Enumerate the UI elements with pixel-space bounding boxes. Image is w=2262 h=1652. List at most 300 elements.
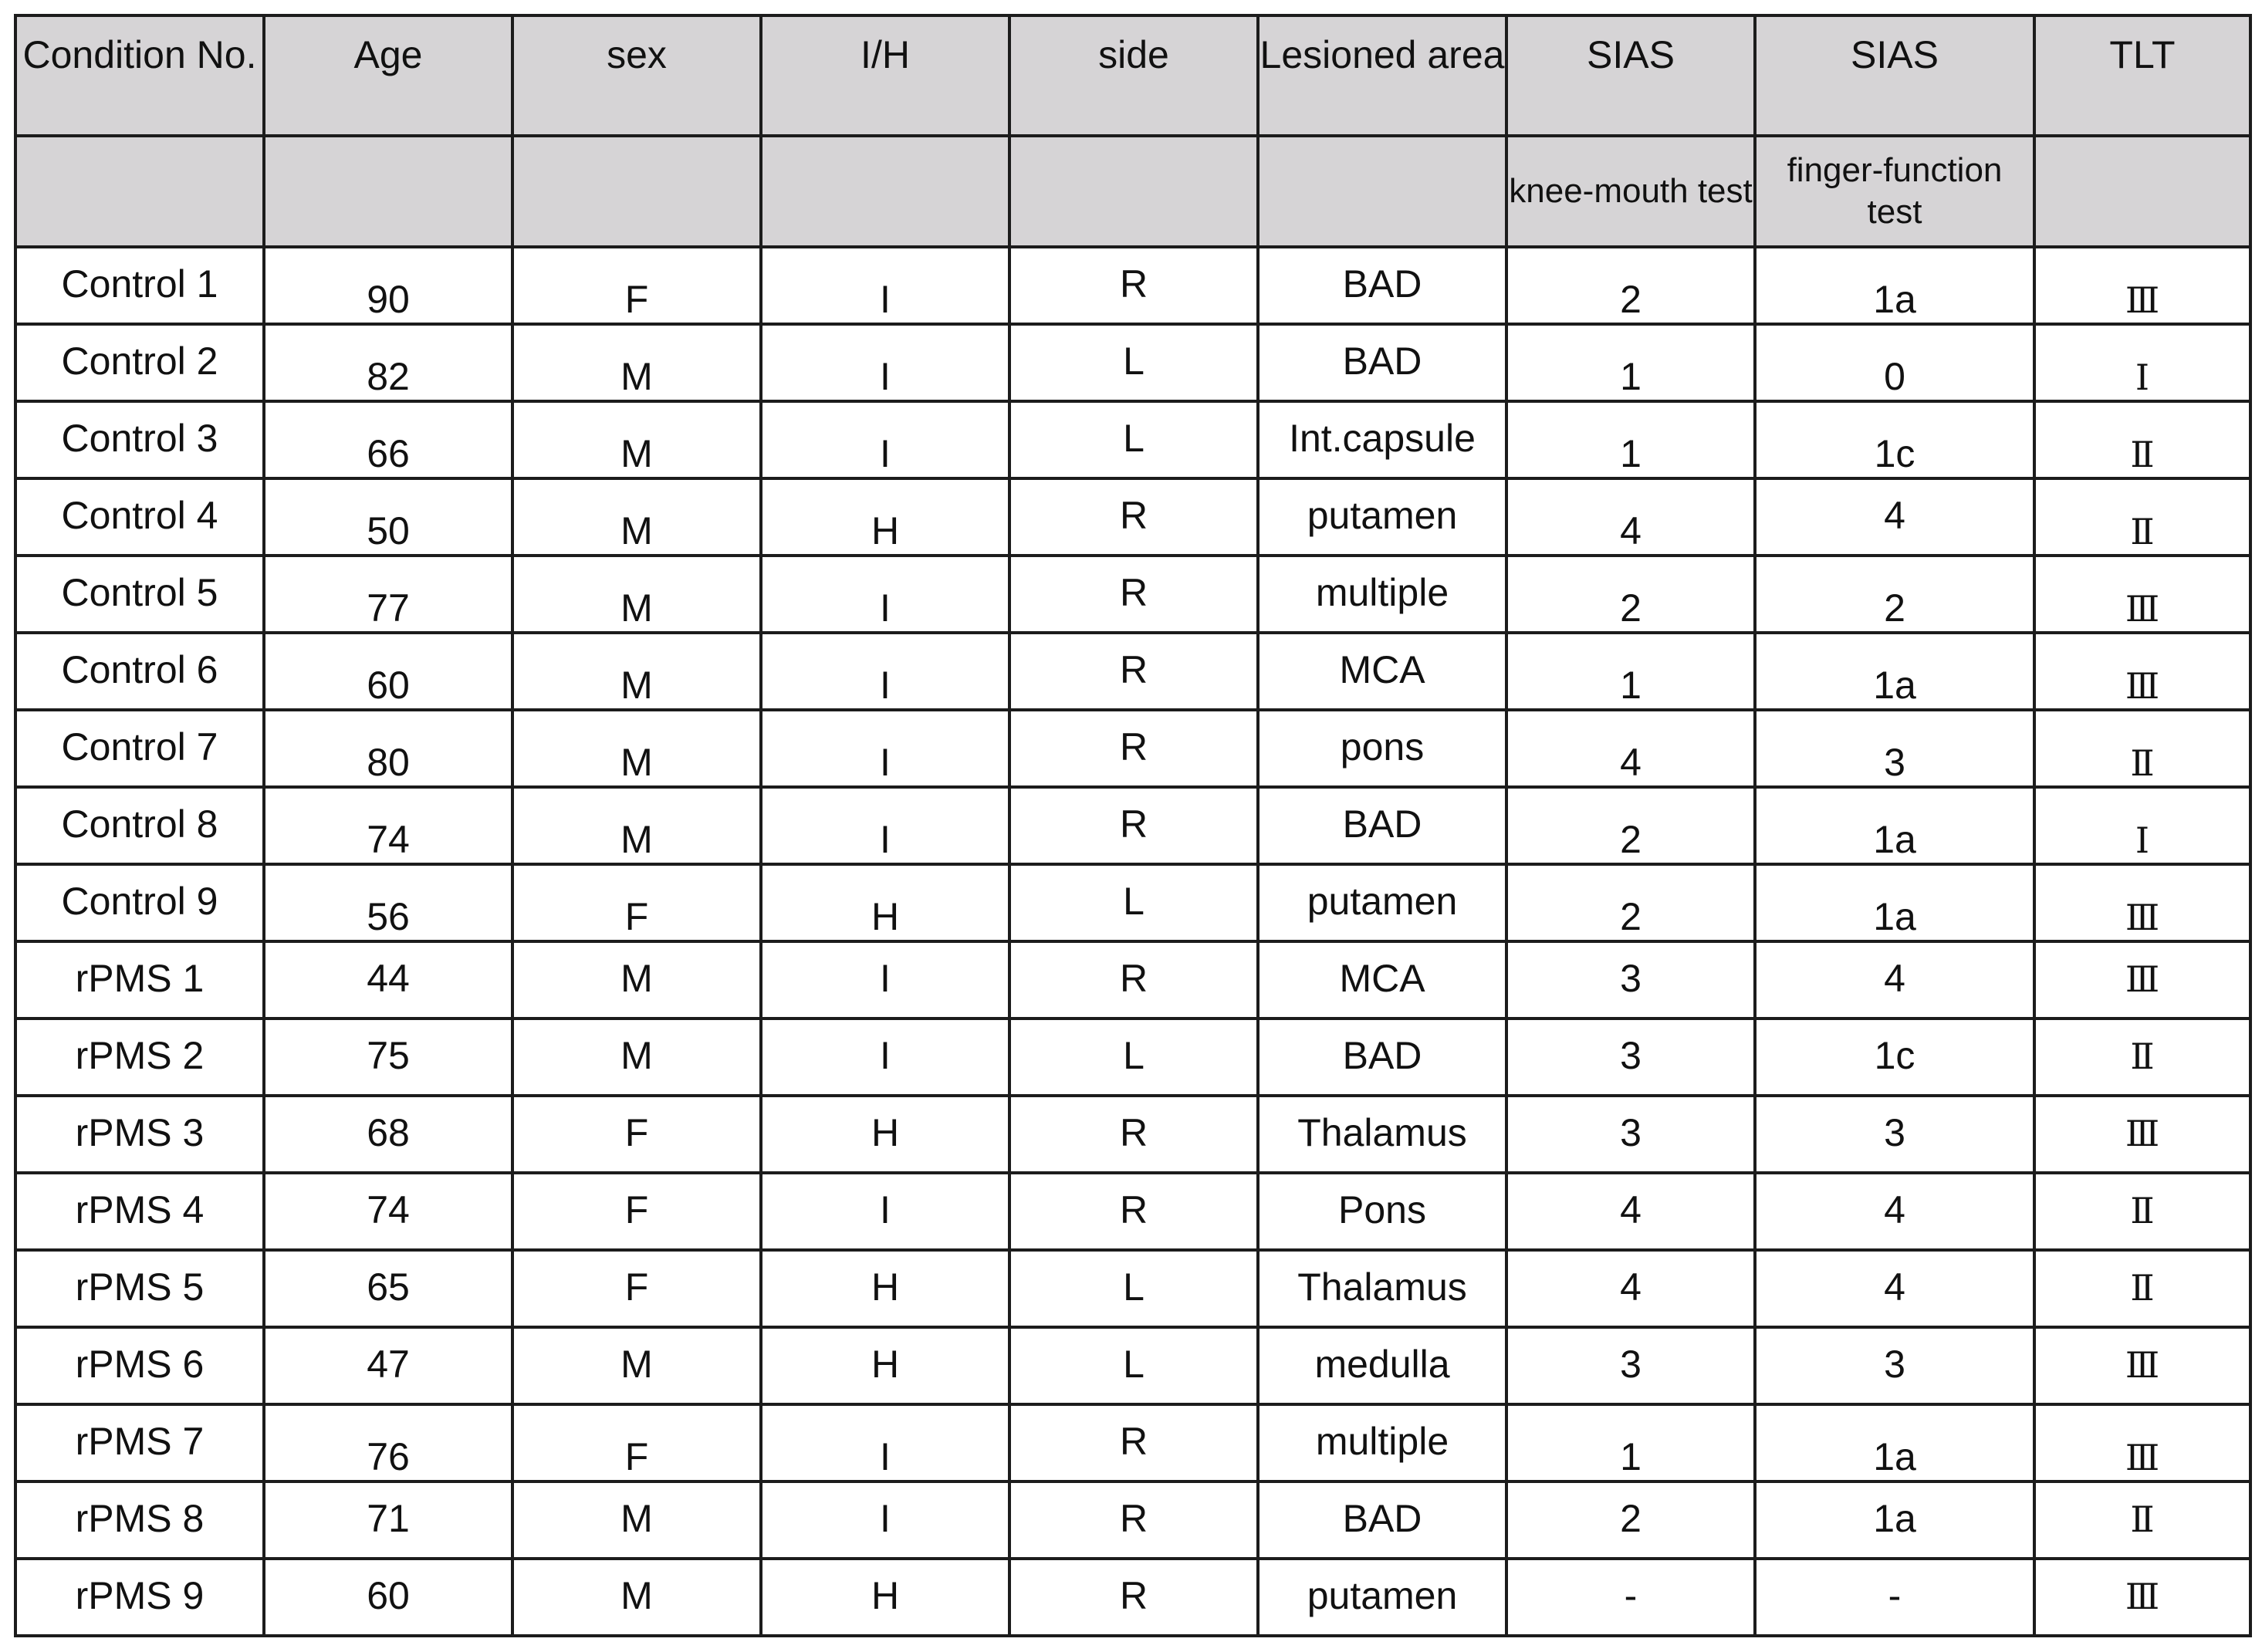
subheader-empty: [512, 136, 761, 247]
cell-sias-knee-mouth-value: 1: [1620, 1435, 1642, 1478]
cell-ih-value: I: [880, 586, 891, 630]
cell-lesioned-area: [1258, 556, 1506, 633]
table-row: [15, 401, 2250, 478]
cell-side: [1009, 1173, 1258, 1250]
cell-sias-finger-function-value: 1c: [1874, 1034, 1915, 1077]
cell-side: [1009, 324, 1258, 401]
cell-side-value: R: [1119, 1574, 1148, 1617]
cell-sias-knee-mouth: [1506, 478, 1755, 556]
header-tlt-label: TLT: [2109, 33, 2176, 76]
cell-sex: [512, 633, 761, 710]
table-row: [15, 941, 2250, 1019]
cell-tlt-value: Ⅲ: [2125, 1436, 2160, 1478]
cell-tlt: [2034, 1019, 2250, 1096]
cell-condition: [15, 247, 264, 324]
cell-lesioned-area: [1258, 1404, 1506, 1481]
cell-ih-value: I: [880, 278, 891, 321]
cell-sex-value: M: [620, 432, 653, 475]
header-sias-knee: [1506, 15, 1755, 136]
cell-condition-value: rPMS 7: [75, 1420, 205, 1463]
cell-age-value: 80: [367, 741, 410, 784]
cell-lesioned-area-value: putamen: [1307, 1574, 1458, 1617]
cell-lesioned-area-value: Thalamus: [1297, 1111, 1467, 1154]
cell-side: [1009, 556, 1258, 633]
cell-condition-value: Control 3: [61, 417, 218, 460]
cell-lesioned-area-value: multiple: [1315, 1420, 1449, 1463]
cell-sias-knee-mouth-value: 2: [1620, 818, 1642, 861]
cell-tlt-value: Ⅱ: [2130, 1189, 2155, 1231]
cell-lesioned-area-value: multiple: [1315, 571, 1449, 614]
cell-age-value: 68: [367, 1111, 410, 1154]
cell-tlt: [2034, 247, 2250, 324]
cell-sias-finger-function: [1755, 787, 2034, 864]
cell-condition-value: rPMS 4: [75, 1188, 205, 1231]
cell-lesioned-area-value: BAD: [1342, 340, 1422, 383]
cell-condition-value: Control 4: [61, 494, 218, 537]
cell-lesioned-area-value: pons: [1340, 725, 1425, 769]
cell-side-value: R: [1119, 1188, 1148, 1231]
cell-sias-finger-function: [1755, 1404, 2034, 1481]
cell-tlt: [2034, 941, 2250, 1019]
cell-age: [264, 1481, 512, 1559]
header-sias-finger: [1755, 15, 2034, 136]
cell-condition: [15, 1559, 264, 1636]
cell-side: [1009, 864, 1258, 941]
cell-condition: [15, 1019, 264, 1096]
cell-age-value: 60: [367, 1574, 410, 1617]
cell-sias-finger-function-value: 1c: [1874, 432, 1915, 475]
cell-sex: [512, 941, 761, 1019]
cell-age: [264, 1404, 512, 1481]
cell-ih-value: I: [880, 664, 891, 707]
cell-sex-value: M: [620, 1497, 653, 1540]
cell-sex: [512, 478, 761, 556]
cell-side-value: R: [1119, 725, 1148, 769]
cell-sias-finger-function-value: 4: [1884, 494, 1905, 537]
cell-sias-knee-mouth-value: 3: [1620, 1034, 1642, 1077]
cell-ih-value: I: [880, 818, 891, 861]
subheader-knee-mouth-label: knee-mouth test: [1509, 172, 1753, 210]
cell-tlt-value: Ⅱ: [2130, 1035, 2155, 1077]
cell-ih: [761, 478, 1009, 556]
cell-condition-value: Control 8: [61, 802, 218, 846]
cell-side-value: R: [1119, 1111, 1148, 1154]
cell-condition: [15, 556, 264, 633]
cell-side: [1009, 478, 1258, 556]
cell-sias-finger-function-value: -: [1888, 1574, 1902, 1617]
cell-tlt: [2034, 1481, 2250, 1559]
cell-tlt: [2034, 478, 2250, 556]
cell-side: [1009, 247, 1258, 324]
header-ih: [761, 15, 1009, 136]
cell-lesioned-area: [1258, 941, 1506, 1019]
cell-condition: [15, 1096, 264, 1173]
cell-sias-finger-function-value: 4: [1884, 957, 1905, 1000]
cell-sias-finger-function-value: 1a: [1873, 278, 1916, 321]
table-row: [15, 1481, 2250, 1559]
cell-lesioned-area: [1258, 787, 1506, 864]
cell-sias-knee-mouth: [1506, 247, 1755, 324]
cell-sias-knee-mouth: [1506, 1019, 1755, 1096]
cell-sias-knee-mouth-value: 4: [1620, 741, 1642, 784]
cell-sex-value: F: [624, 1188, 649, 1231]
cell-sex-value: M: [620, 509, 653, 552]
cell-side: [1009, 787, 1258, 864]
cell-lesioned-area: [1258, 401, 1506, 478]
cell-condition-value: Control 5: [61, 571, 218, 614]
cell-ih: [761, 401, 1009, 478]
cell-sias-knee-mouth: [1506, 1327, 1755, 1404]
cell-ih-value: H: [871, 1343, 900, 1386]
cell-side-value: R: [1119, 571, 1148, 614]
cell-lesioned-area: [1258, 710, 1506, 787]
cell-sias-finger-function: [1755, 1559, 2034, 1636]
cell-ih-value: H: [871, 509, 900, 552]
cell-ih: [761, 1096, 1009, 1173]
table-row: [15, 633, 2250, 710]
cell-ih-value: I: [880, 432, 891, 475]
cell-tlt: [2034, 401, 2250, 478]
table-body: [15, 247, 2250, 1636]
cell-sias-finger-function-value: 1a: [1873, 818, 1916, 861]
table-row: [15, 1327, 2250, 1404]
cell-tlt-value: Ⅲ: [2125, 664, 2160, 707]
patient-table-container: [14, 14, 2252, 1637]
table-row: [15, 478, 2250, 556]
cell-side: [1009, 1481, 1258, 1559]
cell-sias-knee-mouth-value: 3: [1620, 1343, 1642, 1386]
cell-lesioned-area: [1258, 1327, 1506, 1404]
cell-tlt: [2034, 324, 2250, 401]
cell-tlt-value: Ⅲ: [2125, 1112, 2160, 1154]
cell-sex: [512, 1327, 761, 1404]
cell-age: [264, 401, 512, 478]
cell-condition-value: rPMS 6: [75, 1343, 205, 1386]
cell-sias-finger-function: [1755, 864, 2034, 941]
cell-side-value: R: [1119, 957, 1148, 1000]
cell-tlt-value: Ⅰ: [2135, 819, 2150, 861]
cell-side-value: L: [1123, 417, 1145, 460]
cell-sias-finger-function-value: 1a: [1873, 895, 1916, 938]
cell-lesioned-area: [1258, 633, 1506, 710]
cell-lesioned-area: [1258, 1559, 1506, 1636]
cell-ih-value: I: [880, 355, 891, 398]
cell-sex: [512, 1559, 761, 1636]
cell-condition-value: rPMS 2: [75, 1034, 205, 1077]
table-row: [15, 1173, 2250, 1250]
cell-sias-finger-function: [1755, 1173, 2034, 1250]
cell-age-value: 90: [367, 278, 410, 321]
cell-age-value: 82: [367, 355, 410, 398]
cell-ih: [761, 324, 1009, 401]
cell-age-value: 74: [367, 818, 410, 861]
cell-ih: [761, 247, 1009, 324]
cell-sias-finger-function-value: 1a: [1873, 664, 1916, 707]
cell-sias-knee-mouth-value: 1: [1620, 664, 1642, 707]
cell-tlt: [2034, 1096, 2250, 1173]
cell-sias-finger-function: [1755, 1481, 2034, 1559]
cell-sias-knee-mouth: [1506, 556, 1755, 633]
cell-sias-knee-mouth-value: 3: [1620, 1111, 1642, 1154]
cell-lesioned-area-value: BAD: [1342, 802, 1422, 846]
table-row: [15, 864, 2250, 941]
cell-sex: [512, 710, 761, 787]
cell-lesioned-area-value: Pons: [1338, 1188, 1426, 1231]
cell-sias-knee-mouth: [1506, 1481, 1755, 1559]
cell-sex-value: M: [620, 1343, 653, 1386]
subheader-knee-mouth-test: [1506, 136, 1755, 247]
cell-side-value: R: [1119, 262, 1148, 306]
cell-sias-knee-mouth-value: 2: [1620, 278, 1642, 321]
cell-sias-knee-mouth-value: 1: [1620, 355, 1642, 398]
header-side-label: side: [1098, 33, 1169, 76]
cell-sias-finger-function-value: 0: [1884, 355, 1905, 398]
cell-side-value: L: [1123, 1343, 1145, 1386]
cell-side-value: R: [1119, 648, 1148, 691]
cell-condition: [15, 401, 264, 478]
cell-side: [1009, 1404, 1258, 1481]
cell-tlt-value: Ⅱ: [2130, 433, 2155, 475]
cell-age: [264, 1173, 512, 1250]
cell-side: [1009, 401, 1258, 478]
header-sias-finger-label: SIAS: [1851, 33, 1939, 76]
cell-condition: [15, 1404, 264, 1481]
cell-lesioned-area-value: Int.capsule: [1289, 417, 1476, 460]
cell-condition-value: rPMS 3: [75, 1111, 205, 1154]
cell-ih-value: H: [871, 1265, 900, 1309]
table-row: [15, 1096, 2250, 1173]
table-row: [15, 247, 2250, 324]
header-sex: [512, 15, 761, 136]
cell-sias-finger-function: [1755, 1250, 2034, 1327]
cell-ih-value: I: [880, 1435, 891, 1478]
cell-sias-finger-function: [1755, 324, 2034, 401]
cell-condition: [15, 633, 264, 710]
subheader-empty: [1258, 136, 1506, 247]
cell-ih: [761, 864, 1009, 941]
cell-sias-knee-mouth: [1506, 1559, 1755, 1636]
subheader-finger-function-label: finger-function test: [1787, 151, 2003, 231]
cell-sias-knee-mouth-value: 4: [1620, 509, 1642, 552]
cell-sias-finger-function-value: 3: [1884, 1111, 1905, 1154]
cell-age: [264, 247, 512, 324]
cell-condition-value: rPMS 5: [75, 1265, 205, 1309]
cell-sias-knee-mouth: [1506, 324, 1755, 401]
cell-lesioned-area-value: BAD: [1342, 262, 1422, 306]
cell-tlt: [2034, 710, 2250, 787]
cell-sex-value: M: [620, 741, 653, 784]
header-age: [264, 15, 512, 136]
cell-age-value: 75: [367, 1034, 410, 1077]
cell-sias-finger-function-value: 3: [1884, 1343, 1905, 1386]
cell-ih: [761, 556, 1009, 633]
subheader-finger-function-test: [1755, 136, 2034, 247]
cell-condition-value: Control 1: [61, 262, 218, 306]
cell-side: [1009, 1559, 1258, 1636]
cell-side-value: L: [1123, 340, 1145, 383]
cell-sias-finger-function: [1755, 1327, 2034, 1404]
cell-ih: [761, 1250, 1009, 1327]
cell-side: [1009, 633, 1258, 710]
cell-sias-knee-mouth: [1506, 941, 1755, 1019]
cell-sias-knee-mouth-value: 2: [1620, 586, 1642, 630]
cell-sias-finger-function-value: 1a: [1873, 1497, 1916, 1540]
cell-condition: [15, 1327, 264, 1404]
cell-condition: [15, 478, 264, 556]
cell-ih-value: I: [880, 1034, 891, 1077]
cell-age-value: 47: [367, 1343, 410, 1386]
cell-tlt: [2034, 1250, 2250, 1327]
cell-tlt-value: Ⅲ: [2125, 896, 2160, 938]
cell-sias-knee-mouth-value: 4: [1620, 1188, 1642, 1231]
cell-tlt-value: Ⅲ: [2125, 1575, 2160, 1617]
cell-age: [264, 324, 512, 401]
cell-age-value: 65: [367, 1265, 410, 1309]
cell-age: [264, 710, 512, 787]
cell-sias-knee-mouth: [1506, 787, 1755, 864]
header-side: [1009, 15, 1258, 136]
cell-ih: [761, 787, 1009, 864]
cell-sias-knee-mouth: [1506, 1173, 1755, 1250]
cell-lesioned-area: [1258, 478, 1506, 556]
cell-sias-finger-function: [1755, 556, 2034, 633]
cell-sex-value: M: [620, 664, 653, 707]
cell-sex: [512, 1173, 761, 1250]
cell-sex-value: F: [624, 1435, 649, 1478]
cell-sex: [512, 247, 761, 324]
cell-sias-knee-mouth: [1506, 633, 1755, 710]
cell-sias-knee-mouth-value: 2: [1620, 895, 1642, 938]
cell-ih: [761, 633, 1009, 710]
cell-side: [1009, 941, 1258, 1019]
subheader-empty: [264, 136, 512, 247]
cell-tlt: [2034, 1173, 2250, 1250]
cell-ih-value: I: [880, 741, 891, 784]
cell-sias-knee-mouth: [1506, 1404, 1755, 1481]
cell-sias-knee-mouth-value: 4: [1620, 1265, 1642, 1309]
cell-age: [264, 478, 512, 556]
cell-condition-value: Control 6: [61, 648, 218, 691]
cell-tlt: [2034, 1404, 2250, 1481]
cell-lesioned-area-value: Thalamus: [1297, 1265, 1467, 1309]
cell-age-value: 76: [367, 1435, 410, 1478]
cell-condition: [15, 1173, 264, 1250]
cell-tlt-value: Ⅰ: [2135, 356, 2150, 398]
cell-sias-finger-function-value: 4: [1884, 1188, 1905, 1231]
cell-lesioned-area: [1258, 1019, 1506, 1096]
cell-lesioned-area-value: medulla: [1314, 1343, 1450, 1386]
cell-sias-knee-mouth-value: 1: [1620, 432, 1642, 475]
cell-lesioned-area-value: BAD: [1342, 1034, 1422, 1077]
cell-sex-value: F: [624, 278, 649, 321]
cell-side-value: R: [1119, 802, 1148, 846]
cell-sex: [512, 864, 761, 941]
cell-condition-value: rPMS 8: [75, 1497, 205, 1540]
cell-lesioned-area: [1258, 1481, 1506, 1559]
header-row-primary: [15, 15, 2250, 136]
cell-sias-finger-function: [1755, 247, 2034, 324]
cell-condition-value: Control 7: [61, 725, 218, 769]
cell-condition-value: rPMS 9: [75, 1574, 205, 1617]
cell-sex: [512, 324, 761, 401]
cell-sias-knee-mouth: [1506, 1250, 1755, 1327]
cell-tlt-value: Ⅲ: [2125, 279, 2160, 321]
table-row: [15, 1559, 2250, 1636]
cell-sias-finger-function: [1755, 1019, 2034, 1096]
cell-condition: [15, 324, 264, 401]
cell-ih: [761, 1559, 1009, 1636]
cell-age-value: 74: [367, 1188, 410, 1231]
cell-age-value: 77: [367, 586, 410, 630]
cell-sias-finger-function-value: 3: [1884, 741, 1905, 784]
cell-condition: [15, 1481, 264, 1559]
cell-tlt: [2034, 787, 2250, 864]
cell-lesioned-area: [1258, 1173, 1506, 1250]
cell-sias-knee-mouth-value: -: [1624, 1574, 1638, 1617]
cell-lesioned-area: [1258, 1250, 1506, 1327]
header-row-secondary: [15, 136, 2250, 247]
cell-sias-knee-mouth: [1506, 710, 1755, 787]
header-tlt: [2034, 15, 2250, 136]
cell-sias-finger-function: [1755, 1096, 2034, 1173]
table-row: [15, 1250, 2250, 1327]
cell-tlt-value: Ⅱ: [2130, 1498, 2155, 1540]
cell-condition: [15, 864, 264, 941]
cell-side-value: R: [1119, 1497, 1148, 1540]
cell-tlt: [2034, 1327, 2250, 1404]
cell-age-value: 50: [367, 509, 410, 552]
cell-sex: [512, 1096, 761, 1173]
cell-sias-knee-mouth-value: 2: [1620, 1497, 1642, 1540]
cell-tlt-value: Ⅲ: [2125, 958, 2160, 1000]
cell-condition: [15, 787, 264, 864]
cell-tlt-value: Ⅲ: [2125, 587, 2160, 630]
cell-side-value: L: [1123, 1034, 1145, 1077]
cell-age: [264, 1559, 512, 1636]
cell-ih-value: I: [880, 957, 891, 1000]
cell-sex: [512, 787, 761, 864]
cell-tlt-value: Ⅱ: [2130, 510, 2155, 552]
cell-condition-value: Control 9: [61, 880, 218, 923]
cell-condition: [15, 941, 264, 1019]
cell-ih: [761, 710, 1009, 787]
cell-side-value: L: [1123, 1265, 1145, 1309]
cell-sias-finger-function: [1755, 401, 2034, 478]
cell-side: [1009, 1019, 1258, 1096]
cell-sex: [512, 1481, 761, 1559]
cell-ih: [761, 1404, 1009, 1481]
cell-sias-finger-function: [1755, 941, 2034, 1019]
cell-tlt-value: Ⅲ: [2125, 1343, 2160, 1386]
table-row: [15, 556, 2250, 633]
cell-age: [264, 1250, 512, 1327]
cell-tlt: [2034, 1559, 2250, 1636]
cell-lesioned-area: [1258, 864, 1506, 941]
cell-sex-value: F: [624, 1111, 649, 1154]
cell-age: [264, 941, 512, 1019]
patient-characteristics-table: [14, 14, 2252, 1637]
cell-sex: [512, 556, 761, 633]
cell-side: [1009, 710, 1258, 787]
header-ih-label: I/H: [861, 33, 910, 76]
cell-ih: [761, 941, 1009, 1019]
header-lesioned-area-label: Lesioned area: [1259, 33, 1505, 76]
cell-age: [264, 1096, 512, 1173]
cell-age: [264, 1327, 512, 1404]
cell-age-value: 60: [367, 664, 410, 707]
table-row: [15, 1404, 2250, 1481]
subheader-empty: [1009, 136, 1258, 247]
